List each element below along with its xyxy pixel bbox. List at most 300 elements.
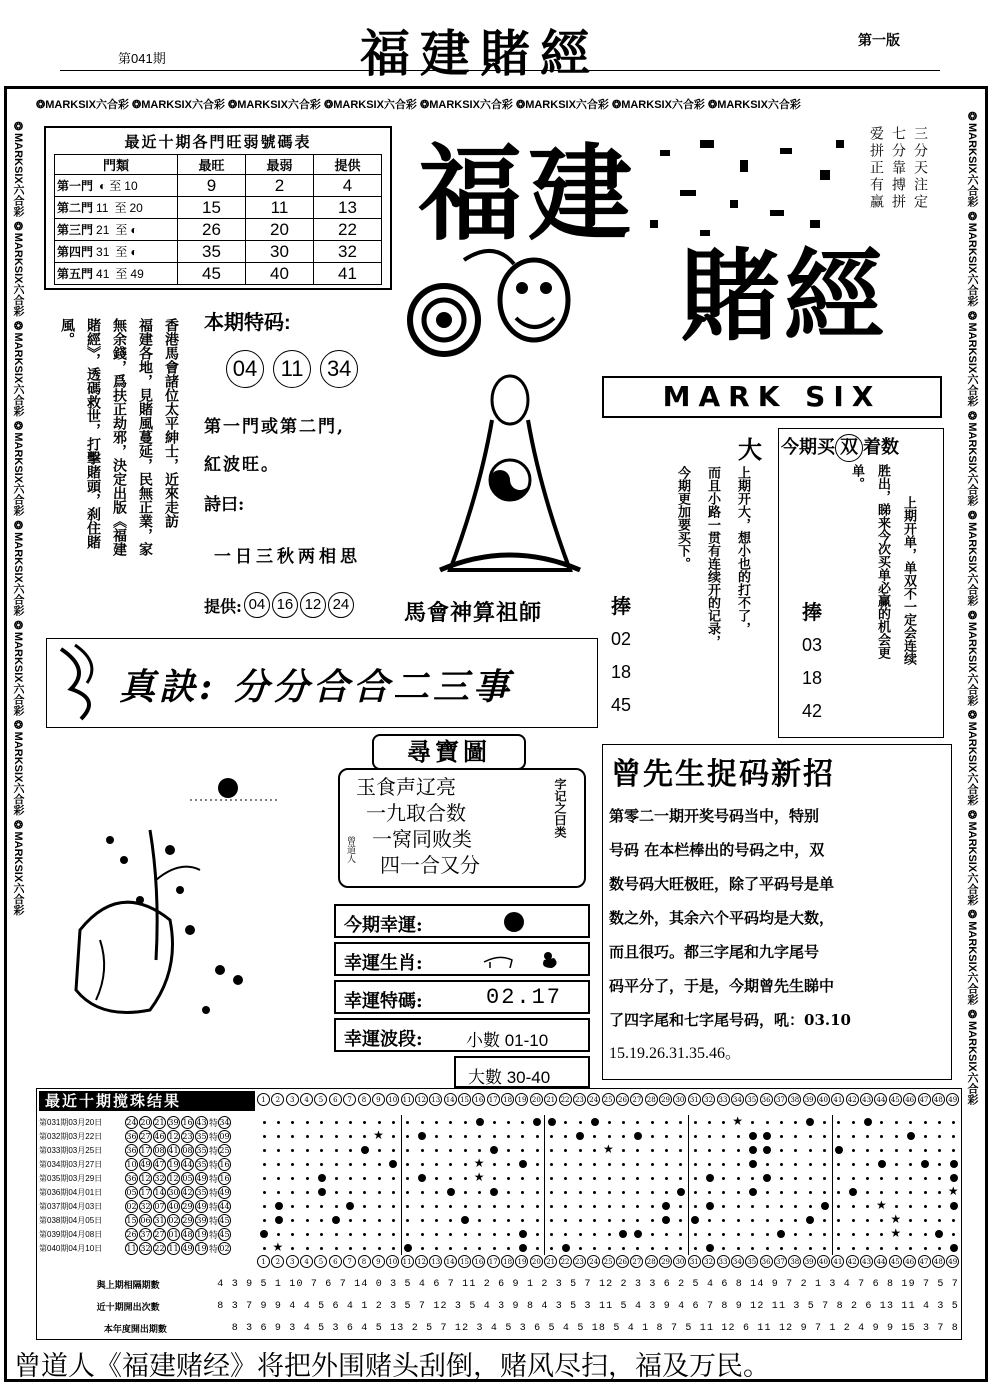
gate-row: [55, 219, 382, 241]
grid-dot: [837, 1121, 840, 1124]
result-ball: 49: [140, 1159, 151, 1169]
grid-dot: [780, 1247, 783, 1250]
grid-dot: [837, 1247, 840, 1250]
grid-dot: [794, 1177, 797, 1180]
grid-dot: [823, 1135, 826, 1138]
grid-dot: [852, 1247, 855, 1250]
grid-dot: [694, 1177, 697, 1180]
grid-dot: [421, 1233, 424, 1236]
grid-dot: [722, 1177, 725, 1180]
grid-dot: [608, 1233, 611, 1236]
grid-dot: [608, 1177, 611, 1180]
peng-b-label: 捧: [802, 600, 822, 624]
zodiac-animals-icon: [480, 948, 580, 972]
result-special-ball: 49: [219, 1187, 230, 1197]
issue-number: 第041期: [118, 51, 166, 66]
grid-dot: [493, 1177, 496, 1180]
grid-dot: [938, 1191, 941, 1194]
number-circle: 8: [358, 1255, 371, 1268]
grid-dot: [449, 1135, 452, 1138]
grid-dot: [909, 1219, 912, 1222]
grid-dot: [895, 1205, 898, 1208]
result-row: [39, 1171, 257, 1185]
number-circle: 25: [602, 1255, 615, 1268]
zeng-body: [603, 793, 951, 1071]
result-ball: 40: [168, 1201, 179, 1211]
number-circle: 25: [602, 1093, 615, 1106]
grid-dot: [421, 1149, 424, 1152]
grid-dot: [478, 1205, 481, 1208]
grid-dot: [794, 1163, 797, 1166]
intro-col-5: 風。: [59, 318, 75, 346]
luck-value: 02.17: [486, 985, 563, 1010]
grid-dot: [521, 1205, 524, 1208]
result-period: 第035期03月29日: [39, 1173, 103, 1183]
header-gate: 門類: [55, 155, 178, 175]
peng-b: [792, 596, 832, 722]
luck-label: 幸運波段:: [344, 1029, 423, 1050]
drawn-dot: [634, 1230, 642, 1238]
grid-dot: [392, 1121, 395, 1124]
grid-dot: [320, 1149, 323, 1152]
zeng-line: 15.19.26.31.35.46。: [609, 1045, 742, 1062]
result-period: 第031期03月20日: [39, 1117, 103, 1127]
drawn-dot: [260, 1230, 268, 1238]
stat-label: 近十期開出次數: [96, 1302, 160, 1313]
grid-dot: [866, 1149, 869, 1152]
dot-grid: [257, 1115, 961, 1255]
grid-dot: [651, 1177, 654, 1180]
drawn-dot: [548, 1118, 556, 1126]
number-circle: 1: [257, 1093, 270, 1106]
grid-dot: [435, 1233, 438, 1236]
peng-a-number: 45: [610, 695, 632, 715]
number-circle: 26: [616, 1093, 629, 1106]
grid-dot: [564, 1177, 567, 1180]
result-ball: 08: [154, 1145, 165, 1155]
grid-dot: [406, 1191, 409, 1194]
number-circle: 17: [487, 1255, 500, 1268]
result-ball: 39: [168, 1117, 179, 1127]
grid-dot: [837, 1191, 840, 1194]
number-circle: 21: [544, 1093, 557, 1106]
drawn-dot: [763, 1146, 771, 1154]
gate-divider: [688, 1115, 689, 1255]
grid-dot: [866, 1247, 869, 1250]
gate-range-from: 41: [96, 267, 110, 281]
result-ball: 44: [182, 1159, 193, 1169]
grid-dot: [852, 1121, 855, 1124]
grid-dot: [636, 1219, 639, 1222]
grid-dot: [636, 1205, 639, 1208]
yin-yang-icon: ◐: [130, 223, 138, 237]
result-ball: 19: [196, 1229, 207, 1239]
result-ball: 35: [196, 1145, 207, 1155]
slogan-col-2: 七分靠搏拼: [890, 126, 906, 211]
drawn-dot: [576, 1132, 584, 1140]
grid-dot: [421, 1219, 424, 1222]
grid-dot: [335, 1135, 338, 1138]
grid-dot: [780, 1121, 783, 1124]
grid-dot: [291, 1177, 294, 1180]
grid-dot: [924, 1219, 927, 1222]
result-ball: 24: [126, 1117, 137, 1127]
deity-figure-icon: [420, 370, 600, 590]
special-line-1: 第一門或第二門,: [204, 417, 345, 437]
grid-dot: [493, 1205, 496, 1208]
grid-dot: [478, 1191, 481, 1194]
result-ball: 02: [168, 1215, 179, 1225]
grid-dot: [766, 1205, 769, 1208]
result-period: 第038期04月05日: [39, 1215, 103, 1225]
number-circle: 7: [343, 1255, 356, 1268]
grid-dot: [521, 1135, 524, 1138]
grid-dot: [722, 1233, 725, 1236]
grid-dot: [952, 1233, 955, 1236]
gate-max-cell: 9: [178, 175, 246, 197]
grid-dot: [622, 1163, 625, 1166]
treasure-line: 一九取合数: [366, 801, 466, 825]
drawn-dot: [634, 1132, 642, 1140]
grid-dot: [924, 1135, 927, 1138]
grid-dot: [335, 1191, 338, 1194]
zeng-box: [602, 744, 952, 1080]
gate-offer-cell: 32: [314, 241, 382, 263]
grid-dot: [708, 1121, 711, 1124]
number-circle: 18: [501, 1255, 514, 1268]
drawn-dot: [318, 1174, 326, 1182]
provide-row: [204, 592, 354, 618]
result-ball: 47: [154, 1159, 165, 1169]
peng-a: [604, 590, 638, 716]
grid-dot: [837, 1177, 840, 1180]
master-caption: 馬會神算祖師: [404, 600, 543, 626]
special-word: 特: [209, 1132, 219, 1143]
number-circle: 29: [659, 1255, 672, 1268]
grid-dot: [521, 1219, 524, 1222]
grid-dot: [378, 1205, 381, 1208]
grid-dot: [507, 1135, 510, 1138]
grid-dot: [794, 1135, 797, 1138]
header-max: 最旺: [178, 155, 246, 175]
stat-label: 與上期相隔期數: [96, 1280, 160, 1291]
result-ball: 19: [168, 1159, 179, 1169]
special-word: 特: [209, 1202, 219, 1213]
peng-a-number: 18: [610, 662, 632, 682]
grid-dot: [924, 1191, 927, 1194]
stat-rows: [39, 1273, 959, 1339]
grid-dot: [924, 1247, 927, 1250]
grid-dot: [564, 1135, 567, 1138]
grid-dot: [349, 1233, 352, 1236]
grid-dot: [809, 1205, 812, 1208]
gate-row: [55, 263, 382, 285]
grid-dot: [392, 1177, 395, 1180]
grid-dot: [809, 1149, 812, 1152]
grid-dot: [737, 1205, 740, 1208]
poem-text: 一日三秋两相思: [214, 547, 361, 567]
grid-dot: [335, 1149, 338, 1152]
grid-dot: [349, 1163, 352, 1166]
gate-name-cell: [55, 175, 178, 197]
big-small-right-cols: [846, 464, 918, 736]
footer-text: 曾道人《福建赌经》将把外围赌头刮倒，赌风尽扫，福及万民。: [14, 1351, 770, 1382]
right-col-2: 胜出，睇来今次买单必赢的机会更: [875, 464, 890, 659]
luck-row: [334, 1018, 590, 1052]
grid-dot: [924, 1205, 927, 1208]
grid-dot: [651, 1219, 654, 1222]
grid-dot: [291, 1149, 294, 1152]
grid-dot: [291, 1205, 294, 1208]
grid-dot: [406, 1121, 409, 1124]
treasure-line: 玉食声辽亮: [356, 775, 456, 799]
grid-dot: [909, 1191, 912, 1194]
grid-dot: [593, 1149, 596, 1152]
grid-dot: [608, 1121, 611, 1124]
grid-dot: [593, 1177, 596, 1180]
result-ball: 17: [140, 1187, 151, 1197]
grid-dot: [593, 1191, 596, 1194]
result-ball: 19: [196, 1243, 207, 1253]
number-circle: 7: [343, 1093, 356, 1106]
grid-dot: [866, 1219, 869, 1222]
gate-min-cell: 2: [246, 175, 314, 197]
drawn-dot: [950, 1244, 958, 1252]
grid-dot: [665, 1247, 668, 1250]
grid-dot: [722, 1163, 725, 1166]
grid-dot: [880, 1191, 883, 1194]
drawn-dot: [763, 1132, 771, 1140]
number-circle: 19: [515, 1255, 528, 1268]
number-circle: 42: [846, 1093, 859, 1106]
number-circle: 36: [760, 1255, 773, 1268]
grid-dot: [306, 1121, 309, 1124]
grid-dot: [823, 1233, 826, 1236]
number-circle: 42: [846, 1255, 859, 1268]
drawn-dot: [404, 1244, 412, 1252]
grid-dot: [665, 1135, 668, 1138]
luck-box: [334, 904, 590, 1088]
grid-dot: [780, 1177, 783, 1180]
luck-label: 幸運特碼:: [344, 991, 423, 1012]
gate-name: 第一門: [57, 179, 94, 193]
grid-dot: [507, 1191, 510, 1194]
grid-dot: [909, 1149, 912, 1152]
grid-dot: [780, 1163, 783, 1166]
grid-dot: [306, 1191, 309, 1194]
grid-dot: [550, 1191, 553, 1194]
number-circle: 31: [688, 1255, 701, 1268]
result-period: 第040期04月10日: [39, 1243, 103, 1253]
grid-dot: [837, 1135, 840, 1138]
result-ball: 49: [182, 1243, 193, 1253]
grid-dot: [277, 1149, 280, 1152]
grid-dot: [722, 1135, 725, 1138]
number-circle: 6: [329, 1093, 342, 1106]
grid-dot: [938, 1121, 941, 1124]
gate-range-word: 至: [115, 267, 128, 281]
number-circle: 45: [889, 1093, 902, 1106]
grid-dot: [263, 1163, 266, 1166]
result-ball: 49: [196, 1201, 207, 1211]
result-ball: 29: [182, 1215, 193, 1225]
grid-dot: [751, 1205, 754, 1208]
gate-range-word: 至: [115, 223, 128, 237]
drawn-dot: [878, 1160, 886, 1168]
grid-dot: [277, 1163, 280, 1166]
special-star: ★: [473, 1156, 485, 1170]
grid-dot: [909, 1247, 912, 1250]
gate-row: [55, 175, 382, 197]
number-circle: 48: [932, 1093, 945, 1106]
buy-highlight: 双: [835, 434, 863, 462]
result-ball: 36: [126, 1145, 137, 1155]
gate-divider: [832, 1115, 833, 1255]
grid-dot: [651, 1163, 654, 1166]
grid-dot: [564, 1121, 567, 1124]
treasure-scroll: [338, 768, 586, 888]
number-circle: 28: [645, 1255, 658, 1268]
grid-dot: [694, 1191, 697, 1194]
grid-dot: [306, 1219, 309, 1222]
luck-label: 今期幸運:: [344, 915, 423, 936]
grid-dot: [263, 1121, 266, 1124]
number-circle: 5: [314, 1093, 327, 1106]
number-circle: 9: [372, 1255, 385, 1268]
grid-dot: [938, 1135, 941, 1138]
grid-dot: [751, 1233, 754, 1236]
drawn-dot: [662, 1216, 670, 1224]
grid-dot: [794, 1247, 797, 1250]
grid-dot: [866, 1177, 869, 1180]
drawn-dot: [691, 1216, 699, 1224]
grid-dot: [665, 1233, 668, 1236]
number-circle: 10: [386, 1093, 399, 1106]
grid-dot: [507, 1121, 510, 1124]
grid-dot: [363, 1219, 366, 1222]
grid-dot: [550, 1233, 553, 1236]
master-figure: [420, 370, 600, 590]
wing-decor-icon: [51, 639, 111, 727]
grid-dot: [895, 1163, 898, 1166]
header-min: 最弱: [246, 155, 314, 175]
special-word: 特: [209, 1230, 219, 1241]
number-circle: 30: [673, 1093, 686, 1106]
grid-dot: [406, 1149, 409, 1152]
gate-offer-cell: 41: [314, 263, 382, 285]
grid-dot: [564, 1163, 567, 1166]
grid-dot: [320, 1219, 323, 1222]
grid-dot: [363, 1135, 366, 1138]
grid-dot: [478, 1149, 481, 1152]
gate-range-to: 49: [130, 267, 144, 281]
strip-text: ❂MARKSIX六合彩 ❂MARKSIX六合彩 ❂MARKSIX六合彩 ❂MARKSIX六合彩 ❂MARKSIX六合彩 ❂MARKSIX六合彩 ❂MARKSIX六合彩 ❂MARKSIX六合彩: [12, 120, 24, 916]
grid-dot: [636, 1121, 639, 1124]
number-circle: 8: [358, 1093, 371, 1106]
yin-yang-icon: ◐: [99, 179, 107, 193]
number-circle: 39: [803, 1093, 816, 1106]
grid-dot: [823, 1247, 826, 1250]
left-col-2: 而且小路一贯有连续开的记录，: [705, 466, 720, 648]
grid-dot: [679, 1205, 682, 1208]
intro-col-2: 福建各地，見賭風蔓延，民無正業，家: [137, 318, 153, 556]
grid-dot: [895, 1135, 898, 1138]
grid-dot: [449, 1177, 452, 1180]
grid-dot: [550, 1219, 553, 1222]
number-circle: 22: [559, 1093, 572, 1106]
grid-dot: [708, 1191, 711, 1194]
gate-name: 第四門: [57, 245, 94, 259]
grid-dot: [866, 1135, 869, 1138]
big-label: 大: [738, 435, 762, 464]
intro-text: [54, 318, 182, 608]
grid-dot: [378, 1247, 381, 1250]
grid-dot: [435, 1135, 438, 1138]
drawn-dot: [389, 1160, 397, 1168]
grid-dot: [608, 1247, 611, 1250]
number-circle: 37: [774, 1093, 787, 1106]
result-period: 第032期03月22日: [39, 1131, 103, 1141]
drawn-dot: [749, 1160, 757, 1168]
grid-dot: [464, 1233, 467, 1236]
grid-dot: [694, 1121, 697, 1124]
grid-dot: [880, 1121, 883, 1124]
number-circle: 30: [673, 1255, 686, 1268]
grid-dot: [924, 1177, 927, 1180]
number-header-row: [257, 1093, 961, 1107]
gate-min-cell: 40: [246, 263, 314, 285]
grid-dot: [751, 1177, 754, 1180]
grid-dot: [809, 1177, 812, 1180]
grid-dot: [378, 1191, 381, 1194]
grid-dot: [449, 1121, 452, 1124]
number-circle: 43: [860, 1255, 873, 1268]
grid-dot: [564, 1149, 567, 1152]
result-period: 第033期03月25日: [39, 1145, 103, 1155]
grid-dot: [478, 1233, 481, 1236]
grid-dot: [291, 1247, 294, 1250]
grid-dot: [263, 1191, 266, 1194]
mark-six-banner: [602, 376, 942, 418]
gate-min-cell: 11: [246, 197, 314, 219]
zeng-line: 第零二一期开奖号码当中，特别: [609, 807, 820, 825]
slogan-box: [866, 126, 930, 246]
grid-dot: [320, 1247, 323, 1250]
grid-dot: [722, 1247, 725, 1250]
number-circle: 13: [429, 1255, 442, 1268]
grid-dot: [363, 1163, 366, 1166]
grid-dot: [507, 1163, 510, 1166]
result-ball: 12: [168, 1131, 179, 1141]
grid-dot: [349, 1177, 352, 1180]
grid-dot: [406, 1135, 409, 1138]
number-circle: 31: [688, 1093, 701, 1106]
stat-values: 4 3 9 5 1 10 7 6 7 14 0 3 5 4 6 7 11 2 6 9 1 2 3 5 7 12 2 3 3 6 2 5 4 6 8 14 9 7 2 1 3 4 7 6 8 19 7 5 7: [217, 1278, 959, 1290]
grid-dot: [536, 1219, 539, 1222]
grid-dot: [794, 1191, 797, 1194]
number-circle: 27: [630, 1255, 643, 1268]
result-special-ball: 45: [219, 1229, 230, 1239]
grid-dot: [938, 1219, 941, 1222]
drawn-dot: [749, 1188, 757, 1196]
result-ball: 22: [154, 1243, 165, 1253]
grid-dot: [665, 1163, 668, 1166]
grid-dot: [378, 1163, 381, 1166]
grid-dot: [449, 1149, 452, 1152]
grid-dot: [909, 1121, 912, 1124]
result-ball: 05: [126, 1187, 137, 1197]
grid-dot: [737, 1149, 740, 1152]
